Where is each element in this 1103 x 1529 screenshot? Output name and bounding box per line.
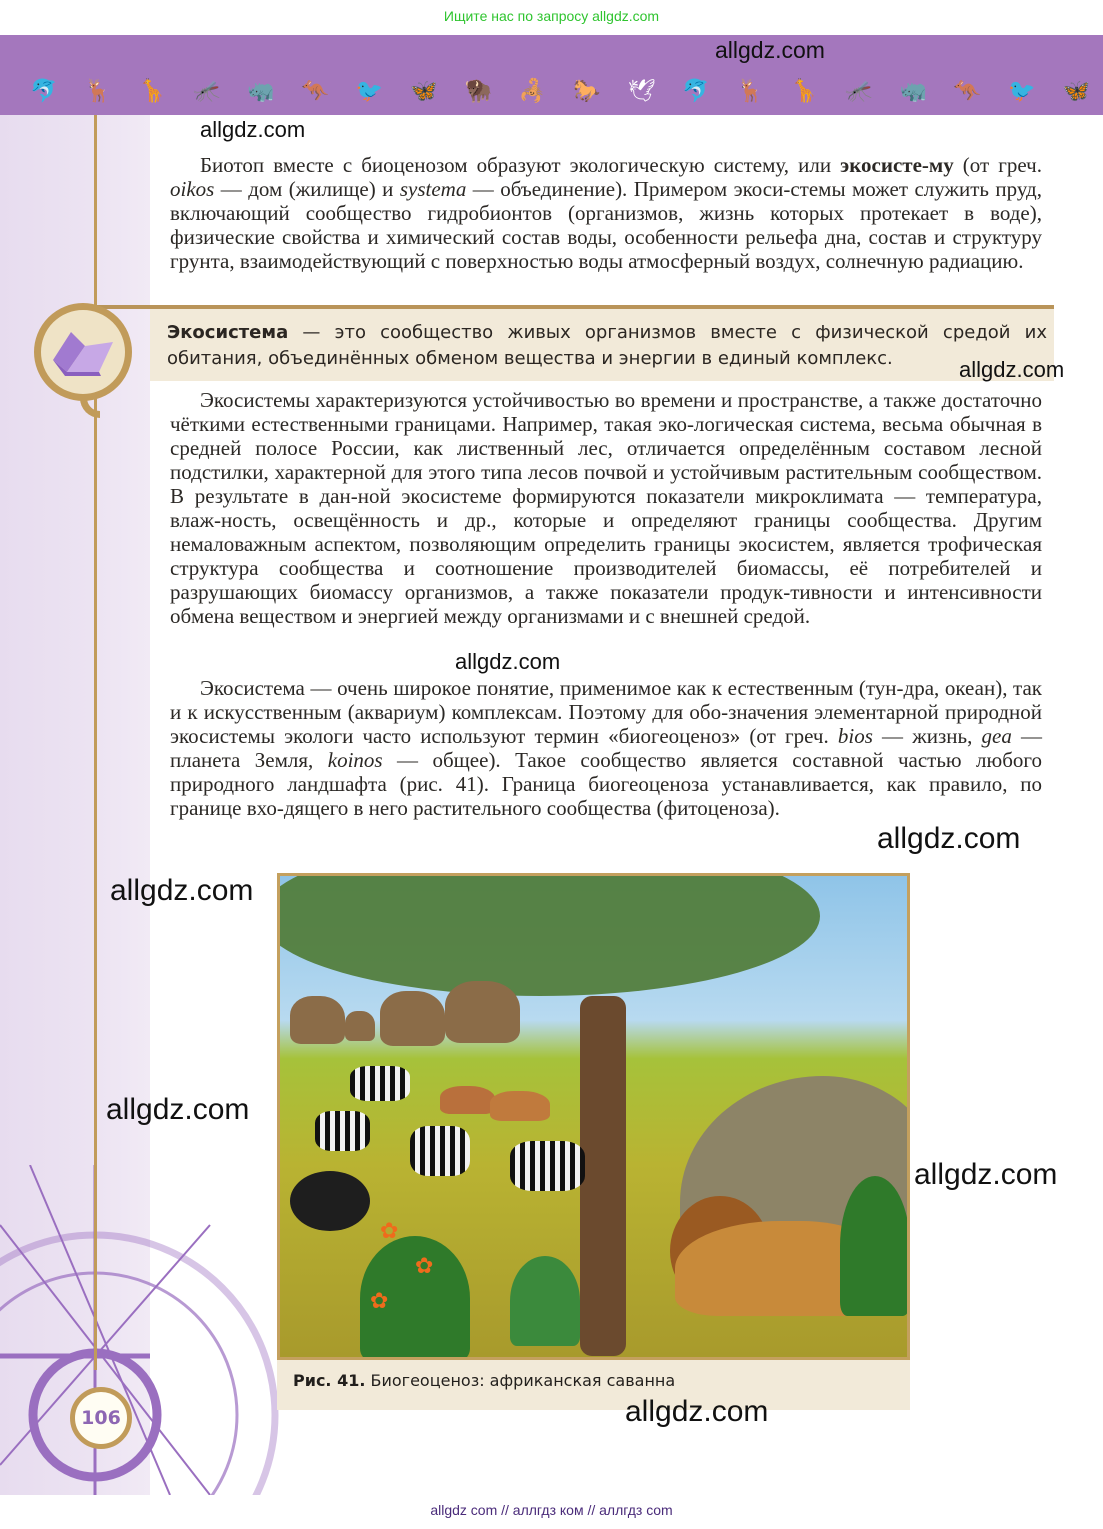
term-italic: systema xyxy=(399,177,467,201)
insect-icon: 🦟 xyxy=(192,79,221,104)
watermark: allgdz.com xyxy=(200,117,306,142)
open-book-icon xyxy=(41,310,125,394)
text: — дом (жилище) и xyxy=(214,177,400,201)
antelope-icon: 🦌 xyxy=(736,79,764,104)
kangaroo-icon: 🦘 xyxy=(301,79,329,104)
text: — планета Земля, xyxy=(170,724,1043,772)
definition-badge xyxy=(34,303,132,401)
butterfly-icon: 🦋 xyxy=(1062,79,1090,104)
savanna-illustration xyxy=(277,873,910,1360)
definition-text xyxy=(167,320,1047,372)
elephant xyxy=(290,996,345,1044)
zebra xyxy=(510,1141,585,1191)
insect-icon: 🦟 xyxy=(845,79,873,104)
watermark: allgdz.com xyxy=(715,37,825,63)
watermark: allgdz.com xyxy=(106,1093,250,1126)
watermark: allgdz.com xyxy=(914,1158,1058,1191)
bird-icon: 🐦 xyxy=(1008,79,1036,104)
flower-icon: ✿ xyxy=(370,1289,389,1314)
term-italic: oikos xyxy=(170,177,215,201)
flower-icon: ✿ xyxy=(380,1219,399,1244)
antelope-icon: 🦌 xyxy=(84,79,112,104)
rhino-icon: 🦏 xyxy=(899,79,927,104)
elephant-calf xyxy=(345,1011,375,1041)
text: — объединение). Примером экоси-стемы может служить пруд, включающий сообщество гидробионтов (организмов, жизнь которых протекает в воде), физические свойства и химический состав воды, особенности рельефа дна, состав и структуру грунта, взаимодействующий с поверхностью воды атмосферный воздух, солнечную радиацию. xyxy=(170,177,1042,273)
paragraph-ecosystem-intro xyxy=(170,153,1042,273)
watermark: allgdz.com xyxy=(877,822,1021,855)
page-number-badge xyxy=(70,1387,132,1449)
elephant xyxy=(445,981,520,1043)
text: — общее). Такое сообщество является составной частью любого природного ландшафта (рис. 41). Граница биогеоценоза устанавливается, как правило, по границе вхо-дящего в него растительного сообщества (фитоценоза). xyxy=(170,748,1042,820)
swallow-icon: 🕊 xyxy=(627,79,656,104)
watermark: allgdz.com xyxy=(625,1395,769,1428)
figure-caption-text: Биогеоценоз: африканская саванна xyxy=(365,1371,676,1390)
term-bold: экосисте-му xyxy=(840,153,954,177)
horse-icon: 🐎 xyxy=(573,79,601,104)
acacia-canopy xyxy=(277,873,820,996)
kangaroo-icon: 🦘 xyxy=(953,79,982,104)
oryx xyxy=(440,1086,495,1114)
rhino-icon: 🦏 xyxy=(247,79,275,104)
watermark: allgdz.com xyxy=(959,357,1065,382)
grass-plant xyxy=(840,1176,910,1316)
oryx xyxy=(490,1091,550,1121)
term-italic: koinos xyxy=(327,748,383,772)
definition-term: Экосистема xyxy=(167,322,289,343)
zebra xyxy=(410,1126,470,1176)
acacia-trunk xyxy=(580,996,626,1356)
butterfly-icon: 🦋 xyxy=(410,79,438,104)
dolphin-icon: 🐬 xyxy=(30,79,58,104)
term-italic: gea xyxy=(981,724,1012,748)
text: Экосистемы характеризуются устойчивостью во времени и пространстве, а также достаточно чёткими естественными границами. Например, такая эко-логическая система, весьма обычная в средней полосе России, как лиственный лес, отличается определённым составом лесной подстилки, характерной для этого типа лесов почвой и устойчивым растительным сообществом. В результате в дан-ной экосистеме формируются показатели микроклимата — температура, влаж-ность, освещённость и др., которые и определяют границы сообщества. Другим немаловажным аспектом, позволяющим определить границы экосистем, является трофическая структура сообщества и соотношение производителей биомассы, её потребителей и разрушающих биомассу организмов, а также показатели продук-тивности и интенсивности обмена веществом и энергией между организмами и с внешней средой. xyxy=(170,388,1042,628)
watermark: allgdz.com xyxy=(455,649,561,674)
paragraph-ecosystem-boundaries xyxy=(170,388,1042,628)
text: (от греч. xyxy=(953,153,1042,177)
elephant xyxy=(380,991,445,1046)
bird-icon: 🐦 xyxy=(355,79,384,104)
zebra xyxy=(315,1111,370,1151)
search-hint-banner: Ищите нас по запросу allgdz.com xyxy=(443,8,660,24)
giraffe-icon: 🦒 xyxy=(790,79,819,104)
paragraph-biogeocenosis xyxy=(170,676,1042,820)
figure-caption xyxy=(293,1370,675,1392)
term-italic: bios xyxy=(837,724,873,748)
figure-label: Рис. 41. xyxy=(293,1371,366,1390)
page-number: 106 xyxy=(81,1407,121,1429)
bison-icon: 🦬 xyxy=(464,79,492,104)
aloe-plant xyxy=(510,1256,580,1346)
watermark: allgdz.com xyxy=(110,874,254,907)
animal-silhouette-row xyxy=(30,75,1090,109)
text: Экосистема — очень широкое понятие, применимое как к естественным (тун-дра, океан), так и к искусственным (аквариум) комплексам. Поэтому для обо-значения элементарной природной экосистемы экологи часто используют термин «биогеоценоз» (от греч. xyxy=(170,676,1042,748)
footer-watermark: allgdz com // аллгдз ком // аллгдз com xyxy=(430,1502,673,1518)
flower-icon: ✿ xyxy=(415,1254,434,1279)
zebra xyxy=(350,1066,410,1101)
margin-gold-line xyxy=(94,115,97,1370)
giraffe-icon: 🦒 xyxy=(138,79,167,104)
definition-body: — это сообщество живых организмов вместе с физической средой их обитания, объединённых обменом вещества и энергии в единый комплекс. xyxy=(167,322,1047,369)
text: Биотоп вместе с биоценозом образуют экологическую систему, или xyxy=(200,153,841,177)
text: — жизнь, xyxy=(872,724,982,748)
dolphin-icon: 🐬 xyxy=(682,79,710,104)
scorpion-icon: 🦂 xyxy=(518,79,547,104)
ostrich xyxy=(290,1171,370,1231)
header-band xyxy=(0,35,1103,115)
